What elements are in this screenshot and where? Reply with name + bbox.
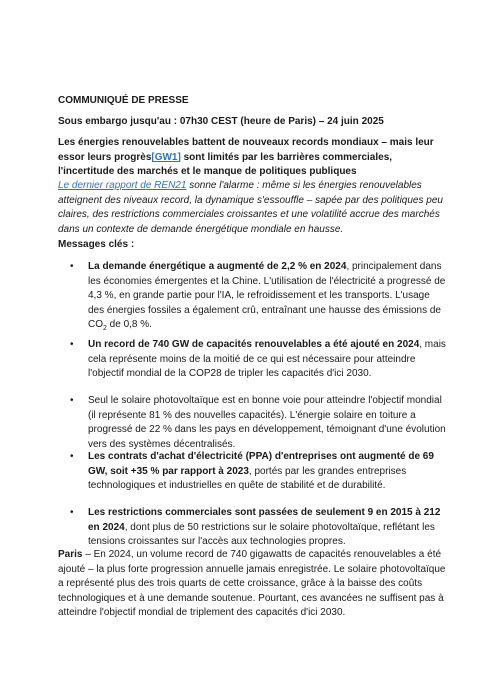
review-comment-link[interactable]: [GW1]	[151, 151, 181, 163]
dateline: Paris	[58, 549, 83, 560]
bullet-text: , mais cela représente moins de la moitié de ce qui est nécessaire pour atteindre l'objectif mondial de la COP28 de tripler les capacités d'ici 2030.	[88, 339, 446, 379]
list-item	[58, 394, 446, 452]
list-item	[58, 450, 446, 494]
bullet-bold-text: Les restrictions commerciales sont passées de seulement 9 en 2015 à 212 en 2024	[88, 507, 441, 533]
press-release-title	[58, 136, 446, 180]
bullet-tail: de 0,8 %.	[106, 319, 152, 330]
bullet-text: , dont plus de 50 restrictions sur le solaire photovoltaïque, reflétant les tensions croissantes sur l'accès aux technologies propres.	[88, 521, 435, 547]
subscript: 2	[103, 325, 107, 332]
bullet-text: , portés par les grandes entreprises technologiques et industrielles en quête de stabilité et de durabilité.	[88, 465, 407, 491]
embargo-line: Sous embargo jusqu'au : 07h30 CEST (heure de Paris) – 24 juin 2025	[58, 116, 384, 127]
bullet-text: , principalement dans les économies émergentes et la Chine. L'utilisation de l'électricité a progressé de 4,3 %, en grande partie pour l'IA, le refroidissement et les transports. L'usage des énergies fossiles a également crû, entraînant une hausse des émissions de CO	[88, 261, 446, 330]
paris-paragraph	[58, 548, 446, 621]
bullet-icon: •	[70, 261, 74, 272]
paris-text: – En 2024, un volume record de 740 gigawatts de capacités renouvelables a été ajouté – la plus forte progression annuelle jamais enregistrée. Le solaire photovoltaïque a représenté plus des trois quarts de cette croissance, grâce à la baisse des coûts technologiques et à une demande soutenue. Pourtant, ces avancées ne suffisent pas à atteindre l'objectif mondial de triplement des capacités d'ici 2030.	[58, 549, 446, 618]
bullet-bold-text: Les contrats d'achat d'électricité (PPA) d'entreprises ont augmenté de 69 GW, soit +35 % par rapport à 2023	[88, 451, 434, 477]
bullet-icon: •	[70, 507, 74, 518]
bullet-bold-text: Un record de 740 GW de capacités renouvelables a été ajouté en 2024	[88, 339, 420, 350]
list-item	[58, 506, 446, 550]
bullet-bold-text: La demande énergétique a augmenté de 2,2 % en 2024	[88, 261, 347, 272]
report-link[interactable]: Le dernier rapport de REN21	[58, 180, 187, 191]
bullet-text: Seul le solaire photovoltaïque est en bonne voie pour atteindre l'objectif mondial (il représente 81 % des nouvelles capacités). L'énergie solaire en toiture a progressé de 22 % dans les pays en développement, témoignant d'une évolution vers des systèmes décentralisés.	[88, 395, 446, 450]
intro-paragraph	[58, 179, 446, 237]
title-part-1: Les énergies renouvelables battent de nouveaux records mondiaux – mais leur essor leurs progrès	[58, 137, 434, 163]
document-heading: COMMUNIQUÉ DE PRESSE	[58, 95, 189, 106]
title-part-2: sont limités par les barrières commerciales, l'incertitude des marchés et le manque de politiques publiques	[58, 151, 393, 177]
bullet-icon: •	[70, 451, 74, 462]
list-item	[58, 260, 446, 337]
bullet-icon: •	[70, 339, 74, 350]
key-messages-label: Messages clés :	[58, 239, 135, 250]
bullet-icon: •	[70, 395, 74, 406]
intro-text: sonne l'alarme : même si les énergies renouvelables atteignent des niveaux record, la dynamique s'essouffle – sapée par des politiques peu claires, des restrictions commerciales croissantes et une volatilité accrue des marchés dans un contexte de demande énergétique mondiale en hausse.	[58, 180, 443, 235]
list-item	[58, 338, 446, 382]
